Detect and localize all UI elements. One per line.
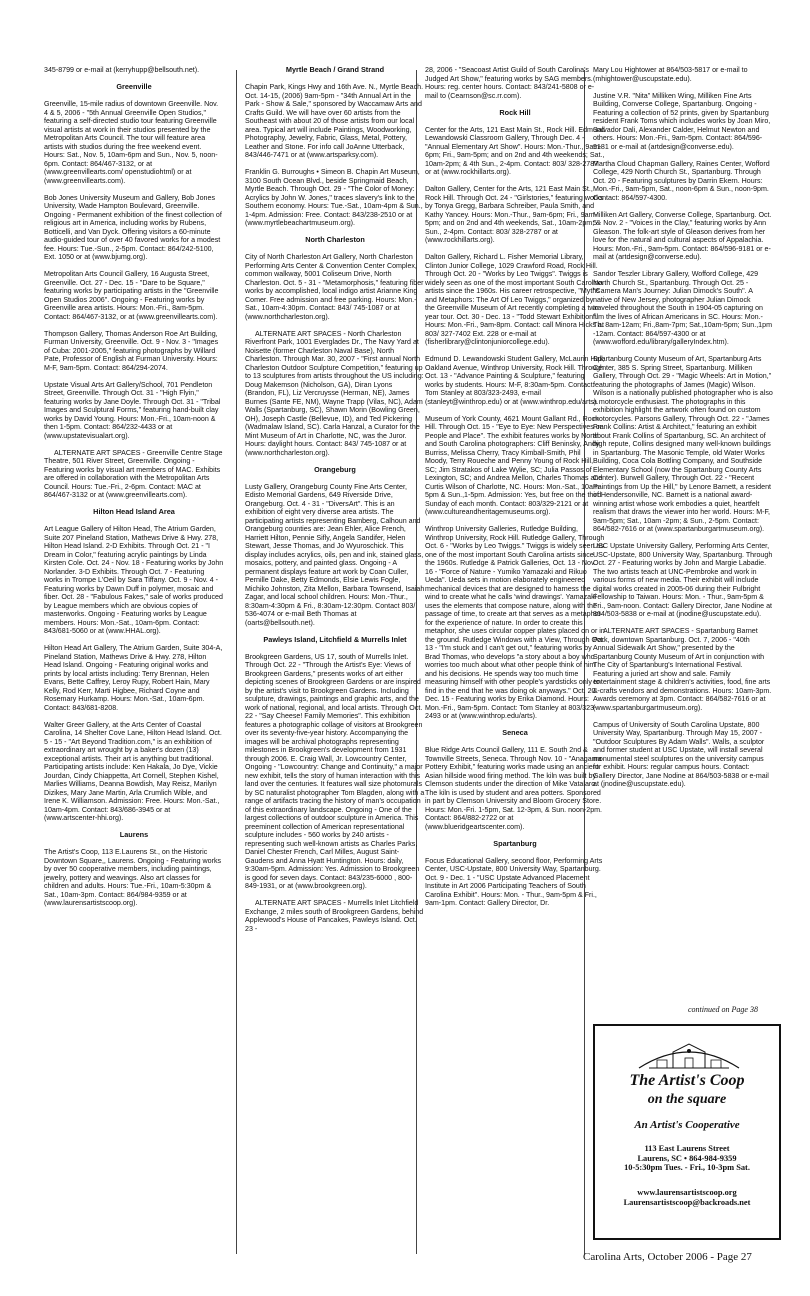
ad-hours: 10-5:30pm Tues. - Fri., 10-3pm Sat. [624,1163,750,1173]
ad-website-link[interactable]: www.laurensartistscoop.org [637,1188,737,1197]
text-column-2 [245,66,425,942]
listing-paragraph: Franklin G. Burroughs • Simeon B. Chapin Art Museum, 3100 South Ocean Blvd., beside Springmaid Beach, Myrtle Beach. Through Oct. 29 - "The Color of Money: Acrylics by John W. Jones," traces slavery's link to the Southern economy. Hours: Tue.-Sat., 10am-4pm & Sun., 1-4pm. Admission: Free. Contact: 843/238-2510 or at (www.myrtlebeachartmuseum.org). [245,168,423,227]
listing-paragraph: Martha Cloud Chapman Gallery, Raines Center, Wofford College, 429 North Church St., Spartanburg. Through Oct. 20 - Featuring sculptures by Darrin Ekern. Hours: Mon.-Fri., 9am-5pm, Sat., noon-6pm & Sun., noon-9pm. Contact: 864/597-4300. [593,159,770,202]
listing-paragraph: Center for the Arts, 121 East Main St., Rock Hill. Edmund Lewandowski Classroom Gallery, Through Dec. 4 - "Annual Elementary Art Show". Hours: Mon.-Thur., 9am-6pm; Fri., 9am-5pm; and on 2nd and 4th weekends; Sat., 10am-2pm; & 4th Sun., 2-4pm. Contact: 803/ 328-2787 or at (www.rockhillarts.org). [425,125,605,176]
listing-paragraph: Mary Lou Hightower at 864/503-5817 or e-mail to (mhightower@uscupstate.edu). [593,66,748,83]
listing-paragraph: ALTERNATE ART SPACES - North Charleston Riverfront Park, 1001 Everglades Dr., The Navy Yard at Noisette (former Charleston Naval Base), North Charleston. Through Mar. 30, 2007 - "First annual North Charleston Outdoor Sculpture Competition," featuring up to 13 sculptures from artists throughout the US including: Doug Makemson (Nicholson, GA), Diran Lyons (Brandon, FL), Liz Vercruysse (Herman, NE), James Burnes (Sante FE, NM), Wayne Trapp (Vilas, NC), Adam Walls (Spartanburg, SC), Shawn Morin (Bowling Green, OH), Joseph Castle (Bellevue, ID), and Ted Pickering (Wadmalaw Island, SC). Carla Hanzal, a Curator for the Mint Museum of Art in Charlotte, NC, was the Juror. Hours: daylight hours. Contact: 843/ 745-1087 or at (www.northcharleston.org). [245,329,424,457]
listing-paragraph: The Artist's Coop, 113 E.Laurens St., on the Historic Downtown Square,, Laurens. Ongoing - Featuring works by over 50 cooperative members, including paintings, jewelry, pottery and weavings. Also art classes for children and adults. Hours: Tue.-Fri., 10am-5:30pm & Sat., 10am-3pm. Contact: 864/984-9359 or at (www.laurensartistscoop.org). [44,848,222,907]
listing-paragraph: Upstate Visual Arts Art Gallery/School, 701 Pendleton Street, Greenville. Through Oct. 31 - "High Flyin," featuring works by Jane Doyle. Through Oct. 31 - "Tribal Images and Sculptural Forms," featuring hand-built clay works by David Young. Hours: Mon.-Fri., 10am-noon & then 1-5pm. Contact: 864/232-4433 or at (www.upstatevisualart.org). [44,380,221,440]
listing-paragraph: 28, 2006 - "Seacoast Artist Guild of South Carolina's Judged Art Show," featuring works by SAG members. Hours: reg. center hours. Contact: 843/241-5808 or e-mail to (Cearnson@sc.rr.com). [425,66,595,100]
listing-paragraph: Metropolitan Arts Council Gallery, 16 Augusta Street, Greenville. Oct. 27 - Dec. 15 - "Dare to be Square," featuring works by participating artists in the "Greenville Open Studios 2006". Ongoing - Featuring works by Greenville area artists. Hours: Mon.-Fri., 8am-5pm. Contact: 864/467-3132, or at (www.greenvillearts.com). [44,270,219,321]
listing-paragraph: Hilton Head Art Gallery, The Atrium Garden, Suite 304-A, Pineland Station, Mathews Drive & Hwy. 278, Hilton Head Island. Ongoing - Featuring original works and prints by local artists including: Terry Brennan, Helen Evans, Bette Caffrey, Leroy Rupy, Robert Hain, Mary Kelly, Rod Kerr, Marti Higbee, Richard Coyne and Rosemary Hurkamp. Hours: Mon.-Sat., 10am-6pm. Contact: 843/681-8208. [44,644,223,712]
listing-paragraph: Sandor Teszler Library Gallery, Wofford College, 429 North Church St., Spartanburg. Through Oct. 25 - "Camera Man's Journey: Julian Dimock's South". A native of New Jersey, photographer Julian Dimock traveled throughout the South in 1904-05 capturing on film the lives of African Americans in SC. Hours: Mon.-Th. 8am-12am; Fri.,8am-7pm; Sat.,10am-5pm; Sun.,1pm -12am. Contact: 864/597-4300 or at (www.wofford.edu/library/galleryIndex.htm). [593,270,772,346]
listing-paragraph: Art League Gallery of Hilton Head, The Atrium Garden, Suite 207 Pineland Station, Mathews Drive & Hwy. 278, Hilton Head Island. 2-D Exhibits. Through Oct. 21 - "I Dream in Color," featuring acrylic paintings by Linda Kirsten Cole. Oct. 24 - Nov. 18 - Featuring works by John Norlander. 3-D Exhibits. Through Oct. 7 - Featuring works in Trompe L'Oeil by Sara Tiffany. Oct. 9 - Nov. 4 - Featuring works by Dawn Duff in polymer, mosaic and fiber. Oct. 28 - "Fabulous Fakes," sale of works produced by League members which are obvious copies of masterworks. Ongoing - Featuring works by League members. Hours: Mon.-Sat., 10am-6pm. Contact: 843/681-5060 or at (www.HHAL.org). [44,525,224,635]
listing-paragraph: Dalton Gallery, Center for the Arts, 121 East Main St., Rock Hill. Through Oct. 24 - "Girlstories," featuring works by Tonya Gregg, Barbara Schreiber, Paula Smith, and Kathy Yancey. Hours: Mon.-Thur., 9am-6pm; Fri., 9am-5pm; and on 2nd and 4th weekends, Sat., 10am-2pm; & Sun., 2-4pm. Contact: 803/ 328-2787 or at (www.rockhillarts.org). [425,185,604,244]
ad-title: The Artist's Coop [629,1072,745,1089]
section-heading: Myrtle Beach / Grand Strand [285,65,385,74]
listing-paragraph: Dalton Gallery, Richard L. Fisher Memorial Library, Clinton Junior College, 1029 Crawford Road, Rock Hill. Through Oct. 20 - "Works by Leo Twiggs". Twiggs is widely seen as one of the most important South Carolina artists since the 1960s. His career retrospective, "Myths and Metaphors: The Art Of Leo Twiggs," organized by the Greenville Museum of Art recently completing a two-year tour. Oct. 30 - Dec. 13 - "Todd Stewart Exhibition". Hours: Mon.-Fri., 9am-8pm. Contact: call Minora Hicks at 803/ 327-7402 Ext. 228 or e-mail at (fisherlibrary@clintonjuniorcollege.edu). [425,253,604,346]
section-heading: Orangeburg [314,464,356,474]
listing-paragraph: 345-8799 or e-mail at (kerryhupp@bellsouth.net). [44,66,200,74]
ad-email-link[interactable]: Laurensartistscoop@backroads.net [623,1197,751,1207]
column-rule [236,70,237,1254]
listing-paragraph: Walter Greer Gallery, at the Arts Center of Coastal Carolina, 14 Shelter Cove Lane, Hilton Head Island. Oct. 5 - 15 - "Art Beyond Tradition.com," is an exhibition of extraordinary art wrought by a baker's dozen (13) exceptional artists. Their art is anything but traditional. Participating artists include: Ken Hakala, Jo Dye, Vickie Jourdan, Cindy Chiappetta, Art Cornell, Stephen Kishel, Marlies Williams, Deanna Bowdish, May Reisz, Marilyn Dizikes, Mary Jane Martin, Arla Crumlich Wible, and Irene K. Williamson. Admission: Free. Hours: Mon.-Sat., 10am-4pm. Contact: 843/686-3945 or at (www.artscenter-hhi.org). [44,720,222,822]
section-heading: Rock Hill [499,107,531,117]
listing-paragraph: USC Upstate University Gallery, Performing Arts Center, USC-Upstate, 800 University Way, Spartanburg. Through Oct. 27 - Featuring works by John and Margie Labadie. The two artists teach at UNC-Pembroke and work in various forms of new media. Their exhibit will include digital works created in 2005-06 during their Fulbright Fellowship to Taiwan. Hours: Mon. - Thur., 9am-5pm & Fri., 9am-noon. Contact: Gallery Director, Jane Nodine at 864/503-5838 or e-mail at (jnodine@uscupstate.edu). [593,542,773,618]
ad-tagline: An Artist's Cooperative [634,1119,740,1131]
section-heading: Spartanburg [493,838,537,848]
listing-paragraph: Blue Ridge Arts Council Gallery, 111 E. South 2nd & Townville Streets, Seneca. Through Nov. 10 - "Anagama Pottery Exhibit," featuring works made using an ancient Asian hillside wood firing method. The kiln was built by Clemson students under the direction of Mike Vatalaro. The kiln is used by student and area potters. Sponsored in part by Clemson University and Bloom Grocery Store. Hours: Mon.-Fri. 1-5pm, Sat. 12-3pm, & Sun. noon-2pm. Contact: 864/882-2722 or at (www.blueridgeartscenter.com). [425,746,603,831]
continued-note: continued on Page 38 [688,1005,758,1014]
listing-paragraph: ALTERNATE ART SPACES - Spartanburg Barnet Park, downtown Spartanburg. Oct. 7, 2006 - "40th Annual Sidewalk Art Show," presented by the Spartanburg County Museum of Art in conjunction with The City of Spartanburg's International Festival. Featuring a juried art show and sale. Family entertainment stage & children's activities, food, fine arts & crafts vendors and demonstrations. Hours: 10am-3pm. Awards ceremony at 3pm. Contact: 864/582-7616 or at (www.spartanburgartmuseum.org). [593,627,772,712]
listing-paragraph: Spartanburg County Museum of Art, Spartanburg Arts Center, 385 S. Spring Street, Spartanburg. Milliken Gallery, Through Oct. 29 - "Magic Wheels: Art in Motion," featuring the photographs of James (Magic) Wilson. Wilson is a nationally published photographer who is also a motorcycle enthusiast. The photographs in this exhibition highlight the artwork often found on custom motorcycles. Parsons Gallery, Through Oct. 22 - "James Frank Collins: Artist & Architect," featuring an exhibit about Frank Collins of Spartanburg, SC. An architect of high repute, Collins designed many well-known buildings in Spartanburg. The Masonic Temple, old Water Works Building, Coca Cola Bottling Company, and Southside Elementary School (now the Spartanburg County Arts Center). Burwell Gallery, Through Oct. 22 - "Recent Paintings from Up the Hill," by Lenore Barnett, a resident of Hendersonville, NC. Barnett is a national award-winning artist whose work embodies a quiet, heartfelt realism that draws the viewer into her world. Hours: M-F, 9am-5pm; Sat., 10am -2pm; & Sun., 2-5pm. Contact: 864/582-7616 or at (www.spartanburgartmuseum.org). [593,355,773,533]
section-heading: Greenville [116,82,152,91]
text-column-3 [425,66,605,916]
listing-paragraph: ALTERNATE ART SPACES - Greenville Centre Stage Theatre, 501 River Street, Greenville. Ongoing - Featuring works by visual art members of MAC. Exhibits are offered in collaboration with the Metropolitan Arts Council. Hours: Tue.-Fri., 2-6pm. Contact: MAC at 864/467-3132 or at (www.greenvillearts.com). [44,448,223,499]
listing-paragraph: Campus of University of South Carolina Upstate, 800 University Way, Spartanburg. Through May 15, 2007 - "Outdoor Sculptures By Adam Walls". Walls, a sculptor and former student at USC Upstate, will install several monumental steel sculptures on the university campus for exhibit. Hours: regular campus hours. Contact: Gallery Director, Jane Nodine at 864/503-5838 or e-mail at (jnodine@uscupstate.edu). [593,720,769,788]
listing-paragraph: Justine V.R. "Nita" Milliken Wing, Milliken Fine Arts Building, Converse College, Spartanburg. Ongoing - Featuring a collection of 52 prints, given by Spartanburg resident Frank Toms which includes works by Joan Miro, Salvador Dali, Alexander Calder, Helmut Newton and others. Hours: Mon.-Fri., 9am-5pm. Contact: 864/596-9181 or e-mail at (artdesign@converse.edu). [593,91,771,151]
listing-paragraph: Thompson Gallery, Thomas Anderson Roe Art Building, Furman University, Greenville. Oct. 9 - Nov. 3 - "Images of Cuba: 2001-2005," featuring photographs by Willard Pate, Professor of English at Furman University. Hours: M-F, 9am-5pm. Contact: 864/294-2074. [44,329,219,372]
artists-coop-advertisement [593,1024,781,1240]
section-heading: Pawleys Island, Litchfield & Murrells Inlet [263,634,407,644]
listing-paragraph: Chapin Park, Kings Hwy and 16th Ave. N., Myrtle Beach. Oct. 14-15, (2006) 9am-5pm - "34th Annual Art in the Park - Show & Sale," sponsored by Waccamaw Arts and Crafts Guild. We will have over 60 artists from the Southeast with about 20 of those artists from our local area. Typical art will include Paintings, Woodworking, Photography, Jewelry, Fabric, Glass, Metal, Pottery, Leather and Stone. For info call JoAnne Utterback, 843/446-7471 or at (www.artsparksy.com). [245,83,424,159]
text-column-1 [44,66,224,916]
ad-subtitle: on the square [647,1092,727,1107]
ad-web-info [595,1188,779,1207]
section-heading: Laurens [119,830,149,839]
listing-paragraph: Bob Jones University Museum and Gallery, Bob Jones University, Wade Hampton Boulevard, Greenville. Ongoing - Permanent exhibition of the finest collection of religious art in America, including works by Rubens, Botticelli, and Van Dyck. Offering visitors a 60-minute audio-guided tour of over 40 favored works for a modest fee. Hours: Tue.-Sun., 2-5pm. Contact: 864/242-5100, Ext. 1050 or at (www.bjumg.org). [44,193,222,261]
listing-paragraph: Lusty Gallery, Orangeburg County Fine Arts Center, Edisto Memorial Gardens, 649 Riverside Drive, Orangeburg. Oct. 4 - 31 - "DiversArt". This is an exhibition of eight very diverse area artists. The participating artists representing Bamberg, Calhoun and Orangeburg counties are: Jean Ehler, Alice French, Harriett Hilton, Pennie Sifly, Angela Sandifer, Helen Stewart, Jesse Thomas, and Jo Wyuroschick. This display includes acrylics, oils, pen and ink, stained glass, mosaics, pottery, and painted glass. Ongoing - A permanent displays feature art work by Coan Culler, Pernille Dake, Betty Edmonds, Elsie Lewis Fogle, Michiko Johnston, Zita Mellon, Barbara Townsend, Isaiah Zagar, and local school children. Hours: Mon.-Thur., 8:30am-4:30pm & Fri., 8:30am-12:30pm. Contact 803/ 536-4074 or e-mail Beth Thomas at (oarts@bellsouth.net). [245,482,425,627]
ad-contact-info [595,1144,779,1173]
coop-building-logo-icon [633,1034,745,1074]
listing-paragraph: Focus Educational Gallery, second floor, Performing Arts Center, USC-Upstate, 800 University Way, Spartanburg. Oct. 9 - Dec. 1 - "USC Upstate Advanced Placement Institute in Art 2006 Participating Teachers of South Carolina Exhibit". Hours: Mon. - Thur., 9am-5pm & Fri., 9am-1pm. Contact: Gallery Director, Dr. [425,856,603,907]
section-heading: Seneca [502,728,528,737]
listing-paragraph: ALTERNATE ART SPACES - Murrells Inlet Litchfield Exchange, 2 miles south of Brookgreen Gardens, behind Applewood's House of Pancakes, Pawleys Island. Oct. 23 - [245,899,424,933]
ad-address: 113 East Laurens Street [644,1144,730,1153]
listing-paragraph: Milliken Art Gallery, Converse College, Spartanburg. Oct. 5 - Nov. 2 - "Voices in the Clay," featuring works by Ann Gleason. The folk-art style of Gleason derives from her love for the natural and cultural aspects of Appalachia. Hours: Mon.-Fri., 9am-5pm. Contact: 864/596-9181 or e-mail at (artdesign@converse.edu). [593,210,772,261]
listing-paragraph: Winthrop University Galleries, Rutledge Building, Winthrop University, Rock Hill. Rutledge Gallery, Through Oct. 6 - "Works by Leo Twiggs." Twiggs is widely seen as one of the most important South Carolina artists since the 1960s. Rutledge & Patrick Galleries, Oct. 13 - Nov. 16 - "Force of Nature - Yumiko Yamazaki and Rikuo Ueda". Ueda sets in motion elaborately engineered mechanical devices that are designed to harness the wind to create what he calls 'wind drawings'. Yamazaki uses the elements that compose nature, along with the passage of time, to create art that serves as a metaphor for the experience of nature. In order to create this metaphor, she uses circular copper plates placed on or in the ground. Rutledge Windows with a View, Through Oct. 13 - "I'm stuck and I can't get out," featuring works by Brad Thomas, who develops "a story about a boy who worries too much about what other people think of him and his decisions. He spends way too much time measuring himself with other people's yardsticks only to find in the end that he was doing ok anyways." Oct. 20 - Dec. 15 - Featuring works by Erika Diamond. Hours: Mon.-Fri., 9am-5pm. Contact: Tom Stanley at 803/323-2493 or at (www.winthrop.edu/arts). [425,525,605,720]
listing-paragraph: Brookgreen Gardens, US 17, south of Murrells Inlet. Through Oct. 22 - "Through the Artist's Eye: Views of Brookgreen Gardens," presents works of art either depicting scenes of Brookgreen Gardens or are inspired by the artist's visit to Brookgreen Gardens. Including sculpture, drawings, paintings and graphic arts, and the work of national, regional, and local artists. Through Oct. 22 - "Say Cheese! Family Memories". This exhibition features a photographic collage of visitors at Brookgreen over its seventy-five-year history. Accompanying the images will be archival photographs representing milestones in Brookgreen's development from 1931 through 2006. E. Craig Wall, Jr. Lowcountry Center, Ongoing - "Lowcountry: Change and Continuity," a major new exhibit, tells the story of human interaction with this land over the centuries. It features wall size photomurals by SC naturalist photographer Tom Blagden, along with a range of artifacts tracing the history of man's occupation of this extraordinary landscape. Ongoing - One of the largest collections of outdoor sculpture in America. This preeminent collection of American representational sculpture includes - 560 works by 240 artists - representing such well-known artists as Charles Parks, Daniel Chester French, Carl Milles, August Saint-Gaudens and Anna Hyatt Huntington. Hours: daily, 9:30am-5pm. Admission: Yes. Admission to Brookgreen is good for seven days. Contact: 843/235-6000 , 800-849-1931, or at (www.brookgreen.org). [245,652,425,890]
listing-paragraph: Greenville, 15-mile radius of downtown Greenville. Nov. 4 & 5, 2006 - "5th Annual Greenville Open Studios," featuring a self-directed studio tour featuring Greenville visual artists at work in their studios presented by the Metropolitan Arts Council. The tour will feature area artists with studios during the free weekend event. Hours: Sat., Nov. 5, 10am-6pm and Sun., Nov. 5, noon-6pm. Contact: 864/467-3132, or at (www.greenvillearts.com/ openstudiohtml) or at (www.greenvillearts.com). [44,100,219,185]
section-heading: Hilton Head Island Area [93,507,175,516]
listing-paragraph: City of North Charleston Art Gallery, North Charleston Performing Arts Center & Convention Center Complex, common walkway, 5001 Coliseum Drive, North Charleston. Oct. 5 - 31 - "Metamorphosis," featuring fiber works by accomplished, local indigo artist Arianne King Comer. Free admission and free parking. Hours: Mon.-Sat., 10am-4:30pm. Contact: 843/ 745-1087 or at (www.northcharleston.org). [245,253,424,321]
ad-city-phone: Laurens, SC • 864-984-9359 [637,1153,737,1163]
listing-paragraph: Museum of York County, 4621 Mount Gallant Rd., Rock Hill. Through Oct. 15 - "Eye to Eye: New Perspectives on People and Place". The exhibit features works by North and South Carolina photographers: Cliff Beninsky, Andy Burriss, Melissa Cherry, Tracy Kimball-Smith, Phil Moody, Terry Roueche and Penny Young of Rock Hill, SC; Jim Stratakos of Lake Wylie, SC; Julia Passos of Lexington, SC; and Andrea Mellon, Charles Thomas and Curtis Wilson of Charlotte, NC. Hours: Mon.-Sat., 10am-5pm & Sun.,1-5pm. Admission: Yes, but free on the third Sunday of each month. Contact: 803/329-2121 or at (www.cultureandheritagemuseums.org). [425,414,604,516]
page-footer: Carolina Arts, October 2006 - Page 27 [583,1251,752,1263]
section-heading: North Charleston [305,235,365,244]
text-column-4 [593,66,773,797]
listing-paragraph: Edmund D. Lewandowski Student Gallery, McLaurin Hall, Oakland Avenue, Winthrop University, Rock Hill. Through Oct. 13 - "Advance Painting & Sculpture," featuring works by students. Hours: M-F, 8:30am-5pm. Contact: Tom Stanley at 803/323-2493, e-mail (stanleyt@winthrop.edu) or at (www.winthrop.edu/arts). [425,355,605,406]
